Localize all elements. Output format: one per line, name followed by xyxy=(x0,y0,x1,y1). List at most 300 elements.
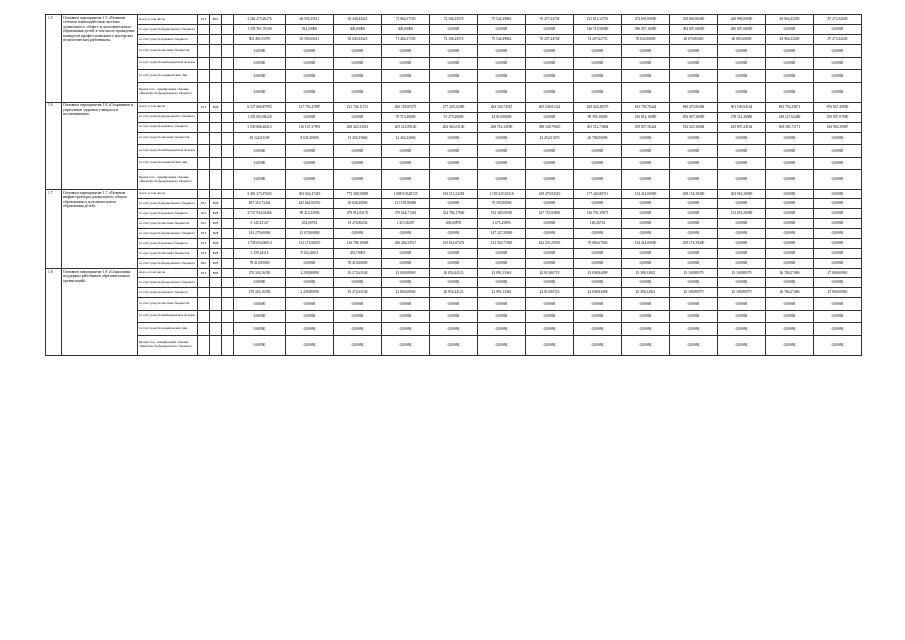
budget-code: 813 xyxy=(198,269,210,278)
amount-cell: 0,00000 xyxy=(670,70,718,83)
amount-cell: 633 700,76424 xyxy=(622,102,670,112)
amount-cell: 0,00000 xyxy=(670,132,718,145)
budget-code xyxy=(222,157,234,170)
amount-cell: 0,00000 xyxy=(526,323,574,336)
table-row xyxy=(46,157,862,170)
amount-cell: 0,00000 xyxy=(670,335,718,355)
amount-cell: 0,00000 xyxy=(718,229,766,239)
amount-cell: 0,00000 xyxy=(814,278,862,288)
budget-code: В28 xyxy=(210,259,222,269)
amount-cell: 849 475,80484 xyxy=(670,102,718,112)
amount-cell: 0,00000 xyxy=(382,310,430,323)
amount-cell: 0,00000 xyxy=(478,278,526,288)
amount-cell: 775 308,58983 xyxy=(334,190,382,199)
amount-cell: 0,00000 xyxy=(334,70,382,83)
amount-cell: 1 413,36287 xyxy=(382,219,430,229)
amount-cell: 75 542,49862 xyxy=(478,35,526,45)
amount-cell: 98 412,22900 xyxy=(286,209,334,219)
amount-cell: 0,00000 xyxy=(814,310,862,323)
budget-code xyxy=(222,219,234,229)
budget-code xyxy=(210,25,222,35)
amount-cell: 0,00000 xyxy=(622,219,670,229)
amount-cell: 532 525,38484 xyxy=(670,122,718,132)
amount-cell: 616 965,39087 xyxy=(814,122,862,132)
funding-source: Кроме того, планируемые объемы обязательств федерального бюджета xyxy=(138,82,198,102)
amount-cell: 0,00000 xyxy=(430,335,478,355)
measure-name: Основное мероприятие 1.6 «Сохранение и укрепление здоровья учащихся и воспитанников» xyxy=(62,102,138,190)
table-row xyxy=(46,145,862,158)
amount-cell: 0,00000 xyxy=(574,278,622,288)
amount-cell: 0,00000 xyxy=(478,259,526,269)
amount-cell: 0,00000 xyxy=(814,239,862,249)
funding-source: Кроме того, планируемые объемы обязательств федерального бюджета xyxy=(138,170,198,190)
amount-cell: 0,00000 xyxy=(334,278,382,288)
amount-cell: 396 057,10000 xyxy=(622,25,670,35)
budget-code xyxy=(222,132,234,145)
amount-cell: 0,00000 xyxy=(718,219,766,229)
amount-cell: 79 713,20000 xyxy=(382,112,430,122)
amount-cell: 0,00000 xyxy=(766,229,814,239)
table-row xyxy=(46,45,862,58)
amount-cell: 2 262 275,26276 xyxy=(234,15,286,25)
budget-code: В28 xyxy=(210,209,222,219)
amount-cell: 2 675,25893 xyxy=(478,219,526,229)
amount-cell: 0,00000 xyxy=(766,157,814,170)
amount-cell: 25 108,88579 xyxy=(670,288,718,298)
budget-code: В28 xyxy=(210,199,222,209)
budget-code xyxy=(222,15,234,25)
amount-cell: 0,00000 xyxy=(574,298,622,311)
amount-cell: 0,00000 xyxy=(286,157,334,170)
amount-cell: 13 203,33060 xyxy=(334,132,382,145)
amount-cell: 0,00000 xyxy=(430,323,478,336)
amount-cell: 0,00000 xyxy=(718,259,766,269)
amount-cell: 0,00000 xyxy=(718,145,766,158)
amount-cell: 0,00000 xyxy=(766,298,814,311)
amount-cell: 25 108,88579 xyxy=(718,269,766,278)
item-number: 1.8 xyxy=(46,269,62,356)
budget-code xyxy=(210,57,222,70)
amount-cell: 384 007,00000 xyxy=(670,25,718,35)
amount-cell: 0,00000 xyxy=(334,112,382,122)
amount-cell: 0,00000 xyxy=(766,170,814,190)
amount-cell: 0,00000 xyxy=(526,25,574,35)
amount-cell: 116 147,37991 xyxy=(286,122,334,132)
amount-cell: 0,00000 xyxy=(670,259,718,269)
amount-cell: 71 864,37100 xyxy=(382,15,430,25)
funding-source: за счет средств краевого бюджета xyxy=(138,239,198,249)
table-row xyxy=(46,82,862,102)
amount-cell: 0,00000 xyxy=(814,25,862,35)
amount-cell: 912,50000 xyxy=(286,25,334,35)
amount-cell: 91 275,20000 xyxy=(430,112,478,122)
amount-cell: 92 449,44323 xyxy=(334,15,382,25)
amount-cell: 126 791,39073 xyxy=(574,209,622,219)
amount-cell: 268 716,14590 xyxy=(478,122,526,132)
budget-code xyxy=(198,288,210,298)
budget-code xyxy=(222,102,234,112)
amount-cell: 5 230 686,46413 xyxy=(234,122,286,132)
amount-cell: 0,00000 xyxy=(766,190,814,199)
table-row xyxy=(46,288,862,298)
budget-code: 812 xyxy=(198,219,210,229)
amount-cell: 0,00000 xyxy=(382,278,430,288)
amount-cell: 0,00000 xyxy=(718,249,766,259)
amount-cell: 0,00000 xyxy=(814,219,862,229)
amount-cell: 493 942,47419 xyxy=(286,190,334,199)
budget-code xyxy=(222,122,234,132)
amount-cell: 902 493,55976 xyxy=(234,35,286,45)
amount-cell: 0,00000 xyxy=(814,157,862,170)
amount-cell: 400,00000 xyxy=(334,25,382,35)
amount-cell: 400,00000 xyxy=(382,25,430,35)
amount-cell: 0,00000 xyxy=(526,157,574,170)
amount-cell: 0,00000 xyxy=(574,170,622,190)
amount-cell: 21 091,15461 xyxy=(478,288,526,298)
amount-cell: 241 662,82910 xyxy=(286,199,334,209)
amount-cell: 0,00000 xyxy=(814,82,862,102)
amount-cell: 491 512,73864 xyxy=(574,122,622,132)
amount-cell: 25 396,32821 xyxy=(622,288,670,298)
budget-code xyxy=(222,278,234,288)
amount-cell: 25 108,88579 xyxy=(718,288,766,298)
amount-cell: 0,00000 xyxy=(526,219,574,229)
amount-cell: 0,00000 xyxy=(718,310,766,323)
amount-cell: 0,00000 xyxy=(478,323,526,336)
amount-cell: 126 788,10048 xyxy=(334,239,382,249)
amount-cell: 92 049,44323 xyxy=(334,35,382,45)
amount-cell: 27 806,00963 xyxy=(814,288,862,298)
amount-cell: 0,00000 xyxy=(766,82,814,102)
amount-cell: 249 127,62480 xyxy=(766,112,814,122)
amount-cell: 0,00000 xyxy=(234,335,286,355)
amount-cell: 72 106,24570 xyxy=(430,15,478,25)
amount-cell: 0,00000 xyxy=(574,157,622,170)
budget-code xyxy=(210,170,222,190)
amount-cell: 0,00000 xyxy=(234,70,286,83)
amount-cell: 0,00000 xyxy=(382,145,430,158)
amount-cell: 20 798,50000 xyxy=(574,132,622,145)
amount-cell: 0,00000 xyxy=(574,45,622,58)
item-number: 1.5 xyxy=(46,15,62,103)
amount-cell: 0,00000 xyxy=(622,278,670,288)
budget-code xyxy=(210,310,222,323)
amount-cell: 603 583,71171 xyxy=(766,122,814,132)
budget-code xyxy=(210,82,222,102)
amount-cell: 0,00000 xyxy=(234,298,286,311)
budget-code xyxy=(198,35,210,45)
amount-cell: 0,00000 xyxy=(234,82,286,102)
amount-cell: 0,00000 xyxy=(766,335,814,355)
amount-cell: 263 961,20000 xyxy=(718,190,766,199)
amount-cell: 0,00000 xyxy=(670,298,718,311)
item-number: 1.7 xyxy=(46,190,62,269)
funding-source: за счет средств юридических лиц xyxy=(138,70,198,83)
amount-cell: 0,00000 xyxy=(286,145,334,158)
table-row xyxy=(46,249,862,259)
budget-code: 813 xyxy=(198,102,210,112)
amount-cell: 284 102,74567 xyxy=(478,102,526,112)
amount-cell: 250 907,07890 xyxy=(814,112,862,122)
amount-cell: 0,00000 xyxy=(526,310,574,323)
budget-code xyxy=(198,335,210,355)
amount-cell: 19 276,86234 xyxy=(334,219,382,229)
amount-cell: 0,00000 xyxy=(670,323,718,336)
amount-cell: 78 410,00000 xyxy=(234,259,286,269)
amount-cell: 0,00000 xyxy=(574,57,622,70)
amount-cell: 5 401 275,87605 xyxy=(234,190,286,199)
table-row xyxy=(46,170,862,190)
budget-code xyxy=(210,157,222,170)
amount-cell: 0,00000 xyxy=(622,70,670,83)
amount-cell: 260 159,85575 xyxy=(382,102,430,112)
amount-cell: 453,70003 xyxy=(334,249,382,259)
amount-cell: 0,00000 xyxy=(334,82,382,102)
amount-cell: 0,00000 xyxy=(430,298,478,311)
budget-code xyxy=(210,70,222,83)
budget-code xyxy=(222,57,234,70)
amount-cell: 0,00000 xyxy=(526,335,574,355)
amount-cell: 622 253,25955 xyxy=(526,239,574,249)
table-row xyxy=(46,199,862,209)
budget-code xyxy=(198,45,210,58)
amount-cell: 0,00000 xyxy=(814,323,862,336)
amount-cell: 0,00000 xyxy=(478,25,526,35)
amount-cell: 0,00000 xyxy=(526,70,574,83)
amount-cell: 78 593,90000 xyxy=(478,199,526,209)
amount-cell: 0,00000 xyxy=(814,190,862,199)
amount-cell: 0,00000 xyxy=(234,145,286,158)
amount-cell: 0,00000 xyxy=(234,323,286,336)
amount-cell: 0,00000 xyxy=(382,82,430,102)
budget-code xyxy=(222,288,234,298)
budget-code: 813 xyxy=(198,249,210,259)
amount-cell: 83 964,33200 xyxy=(766,15,814,25)
table-row xyxy=(46,70,862,83)
budget-code xyxy=(222,45,234,58)
amount-cell: 83 122,03108 xyxy=(234,132,286,145)
amount-cell: 0,00000 xyxy=(234,278,286,288)
amount-cell: 221 726,11721 xyxy=(334,102,382,112)
amount-cell: 0,00000 xyxy=(382,298,430,311)
table-row xyxy=(46,239,862,249)
amount-cell: 87 273,34200 xyxy=(814,35,862,45)
funding-source: за счет средств внебюджетных фондов xyxy=(138,145,198,158)
funding-source: за счет средств местных бюджетов xyxy=(138,219,198,229)
amount-cell: 0,00000 xyxy=(234,45,286,58)
amount-cell: 0,00000 xyxy=(574,323,622,336)
budget-code xyxy=(198,298,210,311)
amount-cell: 0,00000 xyxy=(814,259,862,269)
amount-cell: 27 806,00963 xyxy=(814,269,862,278)
funding-source: за счет средств внебюджетных фондов xyxy=(138,57,198,70)
amount-cell: 0,00000 xyxy=(430,57,478,70)
amount-cell: 0,00000 xyxy=(622,323,670,336)
amount-cell: 206,00878 xyxy=(430,219,478,229)
amount-cell: 270 326,16350 xyxy=(234,288,286,298)
amount-cell: 26 676,80400 xyxy=(670,35,718,45)
amount-cell: 0,00000 xyxy=(622,259,670,269)
amount-cell: 0,00000 xyxy=(718,82,766,102)
amount-cell: 418 479,82510 xyxy=(526,190,574,199)
budget-table xyxy=(45,14,862,356)
amount-cell: 474 691,00000 xyxy=(622,15,670,25)
amount-cell: 0,00000 xyxy=(670,157,718,170)
amount-cell: 1 159,24114 xyxy=(234,249,286,259)
budget-code: 813 xyxy=(198,15,210,25)
amount-cell: 0,00000 xyxy=(478,157,526,170)
amount-cell: 71 464,37100 xyxy=(382,35,430,45)
amount-cell: 0,00000 xyxy=(574,229,622,239)
budget-code: В28 xyxy=(210,229,222,239)
amount-cell: 0,00000 xyxy=(670,82,718,102)
amount-cell: 0,00000 xyxy=(286,112,334,122)
amount-cell: 0,00000 xyxy=(814,170,862,190)
amount-cell: 0,00000 xyxy=(334,310,382,323)
amount-cell: 0,00000 xyxy=(526,249,574,259)
budget-code: В28 xyxy=(210,249,222,259)
funding-source: за счет средств краевого бюджета xyxy=(138,288,198,298)
funding-source: за счет средств федерального бюджета xyxy=(138,199,198,209)
amount-cell: 0,00000 xyxy=(478,145,526,158)
amount-cell: 0,00000 xyxy=(622,170,670,190)
amount-cell: 625 897,24164 xyxy=(718,122,766,132)
budget-code xyxy=(222,145,234,158)
amount-cell: 26 784,27486 xyxy=(766,269,814,278)
amount-cell: 0,00000 xyxy=(622,157,670,170)
amount-cell: 0,00000 xyxy=(430,278,478,288)
amount-cell: 40 883,00000 xyxy=(718,35,766,45)
amount-cell: 0,00000 xyxy=(766,323,814,336)
amount-cell: 0,00000 xyxy=(286,70,334,83)
budget-code xyxy=(198,82,210,102)
amount-cell: 0,00000 xyxy=(234,157,286,170)
amount-cell: 2 258,80898 xyxy=(286,269,334,278)
budget-code xyxy=(222,259,234,269)
amount-cell: 0,00000 xyxy=(382,229,430,239)
funding-source: за счет средств краевого бюджета xyxy=(138,35,198,45)
amount-cell: 78 410,00000 xyxy=(334,259,382,269)
amount-cell: 141 526,71965 xyxy=(478,239,526,249)
amount-cell: 0,00000 xyxy=(814,57,862,70)
amount-cell: 236 814,10000 xyxy=(622,112,670,122)
amount-cell: 0,00000 xyxy=(526,45,574,58)
budget-code xyxy=(222,190,234,199)
budget-code xyxy=(210,45,222,58)
amount-cell: 0,00000 xyxy=(478,249,526,259)
amount-cell: 26 784,27486 xyxy=(766,288,814,298)
amount-cell: 0,00000 xyxy=(574,249,622,259)
measure-name: Основное мероприятие 1.7 «Развитие инфраструктуры дошкольного, общего образования и дополнительного образования детей» xyxy=(62,190,138,269)
funding-source: всего, в том числе xyxy=(138,102,198,112)
amount-cell: 0,00000 xyxy=(622,145,670,158)
funding-source: за счет средств федерального бюджета xyxy=(138,229,198,239)
amount-cell: 0,00000 xyxy=(382,259,430,269)
amount-cell: 0,00000 xyxy=(766,259,814,269)
amount-cell: 78 633,90000 xyxy=(622,35,670,45)
amount-cell: 134 414,00000 xyxy=(622,239,670,249)
amount-cell: 78 084,67848 xyxy=(574,239,622,249)
budget-code xyxy=(198,145,210,158)
budget-code xyxy=(210,288,222,298)
amount-cell: 380 007,00000 xyxy=(718,25,766,35)
amount-cell: 0,00000 xyxy=(574,310,622,323)
amount-cell: 0,00000 xyxy=(430,145,478,158)
amount-cell: 0,00000 xyxy=(766,209,814,219)
table-row xyxy=(46,259,862,269)
funding-source: за счет средств федерального бюджета xyxy=(138,278,198,288)
amount-cell: 0,00000 xyxy=(286,298,334,311)
table-row xyxy=(46,323,862,336)
amount-cell: 0,00000 xyxy=(382,157,430,170)
amount-cell: 0,00000 xyxy=(718,239,766,249)
amount-cell: 0,00000 xyxy=(574,259,622,269)
amount-cell: 0,00000 xyxy=(430,132,478,145)
budget-code xyxy=(222,199,234,209)
amount-cell: 697 313,73434 xyxy=(234,199,286,209)
amount-cell: 0,00000 xyxy=(334,57,382,70)
item-number: 1.6 xyxy=(46,102,62,190)
budget-code xyxy=(222,310,234,323)
table-row xyxy=(46,298,862,311)
budget-code xyxy=(198,57,210,70)
amount-cell: 25 108,88579 xyxy=(670,269,718,278)
amount-cell: 0,00000 xyxy=(622,335,670,355)
funding-source: за счет средств внебюджетных фондов xyxy=(138,310,198,323)
amount-cell: 0,00000 xyxy=(478,310,526,323)
amount-cell: 177 426,80711 xyxy=(574,190,622,199)
amount-cell: 21 091,15461 xyxy=(478,269,526,278)
amount-cell: 370 024,71361 xyxy=(382,209,430,219)
amount-cell: 0,00000 xyxy=(814,229,862,239)
amount-cell: 513 305,69585 xyxy=(478,209,526,219)
budget-code xyxy=(210,278,222,288)
amount-cell: 0,00000 xyxy=(430,229,478,239)
amount-cell: 0,00000 xyxy=(334,45,382,58)
amount-cell: 25 396,32821 xyxy=(622,269,670,278)
amount-cell: 0,00000 xyxy=(766,310,814,323)
amount-cell: 0,00000 xyxy=(334,229,382,239)
amount-cell: 0,00000 xyxy=(526,57,574,70)
amount-cell: 0,00000 xyxy=(286,82,334,102)
amount-cell: 24 013,80723 xyxy=(526,288,574,298)
budget-code: 812 xyxy=(198,199,210,209)
amount-cell: 8 635,30000 xyxy=(286,132,334,145)
amount-cell: 221 011,52735 xyxy=(574,15,622,25)
amount-cell: 0,00000 xyxy=(670,310,718,323)
amount-cell: 0,00000 xyxy=(814,209,862,219)
budget-code xyxy=(222,229,234,239)
funding-source: за счет средств юридических лиц xyxy=(138,323,198,336)
budget-code xyxy=(198,122,210,132)
amount-cell: 0,00000 xyxy=(526,229,574,239)
amount-cell: 0,00000 xyxy=(526,145,574,158)
amount-cell: 0,00000 xyxy=(526,112,574,122)
amount-cell: 420 890,00000 xyxy=(718,15,766,25)
budget-code xyxy=(222,269,234,278)
amount-cell: 0,00000 xyxy=(670,57,718,70)
amount-cell: 0,00000 xyxy=(478,335,526,355)
table-row xyxy=(46,132,862,145)
amount-cell: 0,00000 xyxy=(718,298,766,311)
amount-cell: 146 713,90000 xyxy=(574,25,622,35)
amount-cell: 0,00000 xyxy=(526,82,574,102)
amount-cell: 0,00000 xyxy=(382,70,430,83)
amount-cell: 0,00000 xyxy=(382,335,430,355)
amount-cell: 23 452,01070 xyxy=(526,132,574,145)
amount-cell: 0,00000 xyxy=(766,57,814,70)
amount-cell: 8 163,26011 xyxy=(286,249,334,259)
